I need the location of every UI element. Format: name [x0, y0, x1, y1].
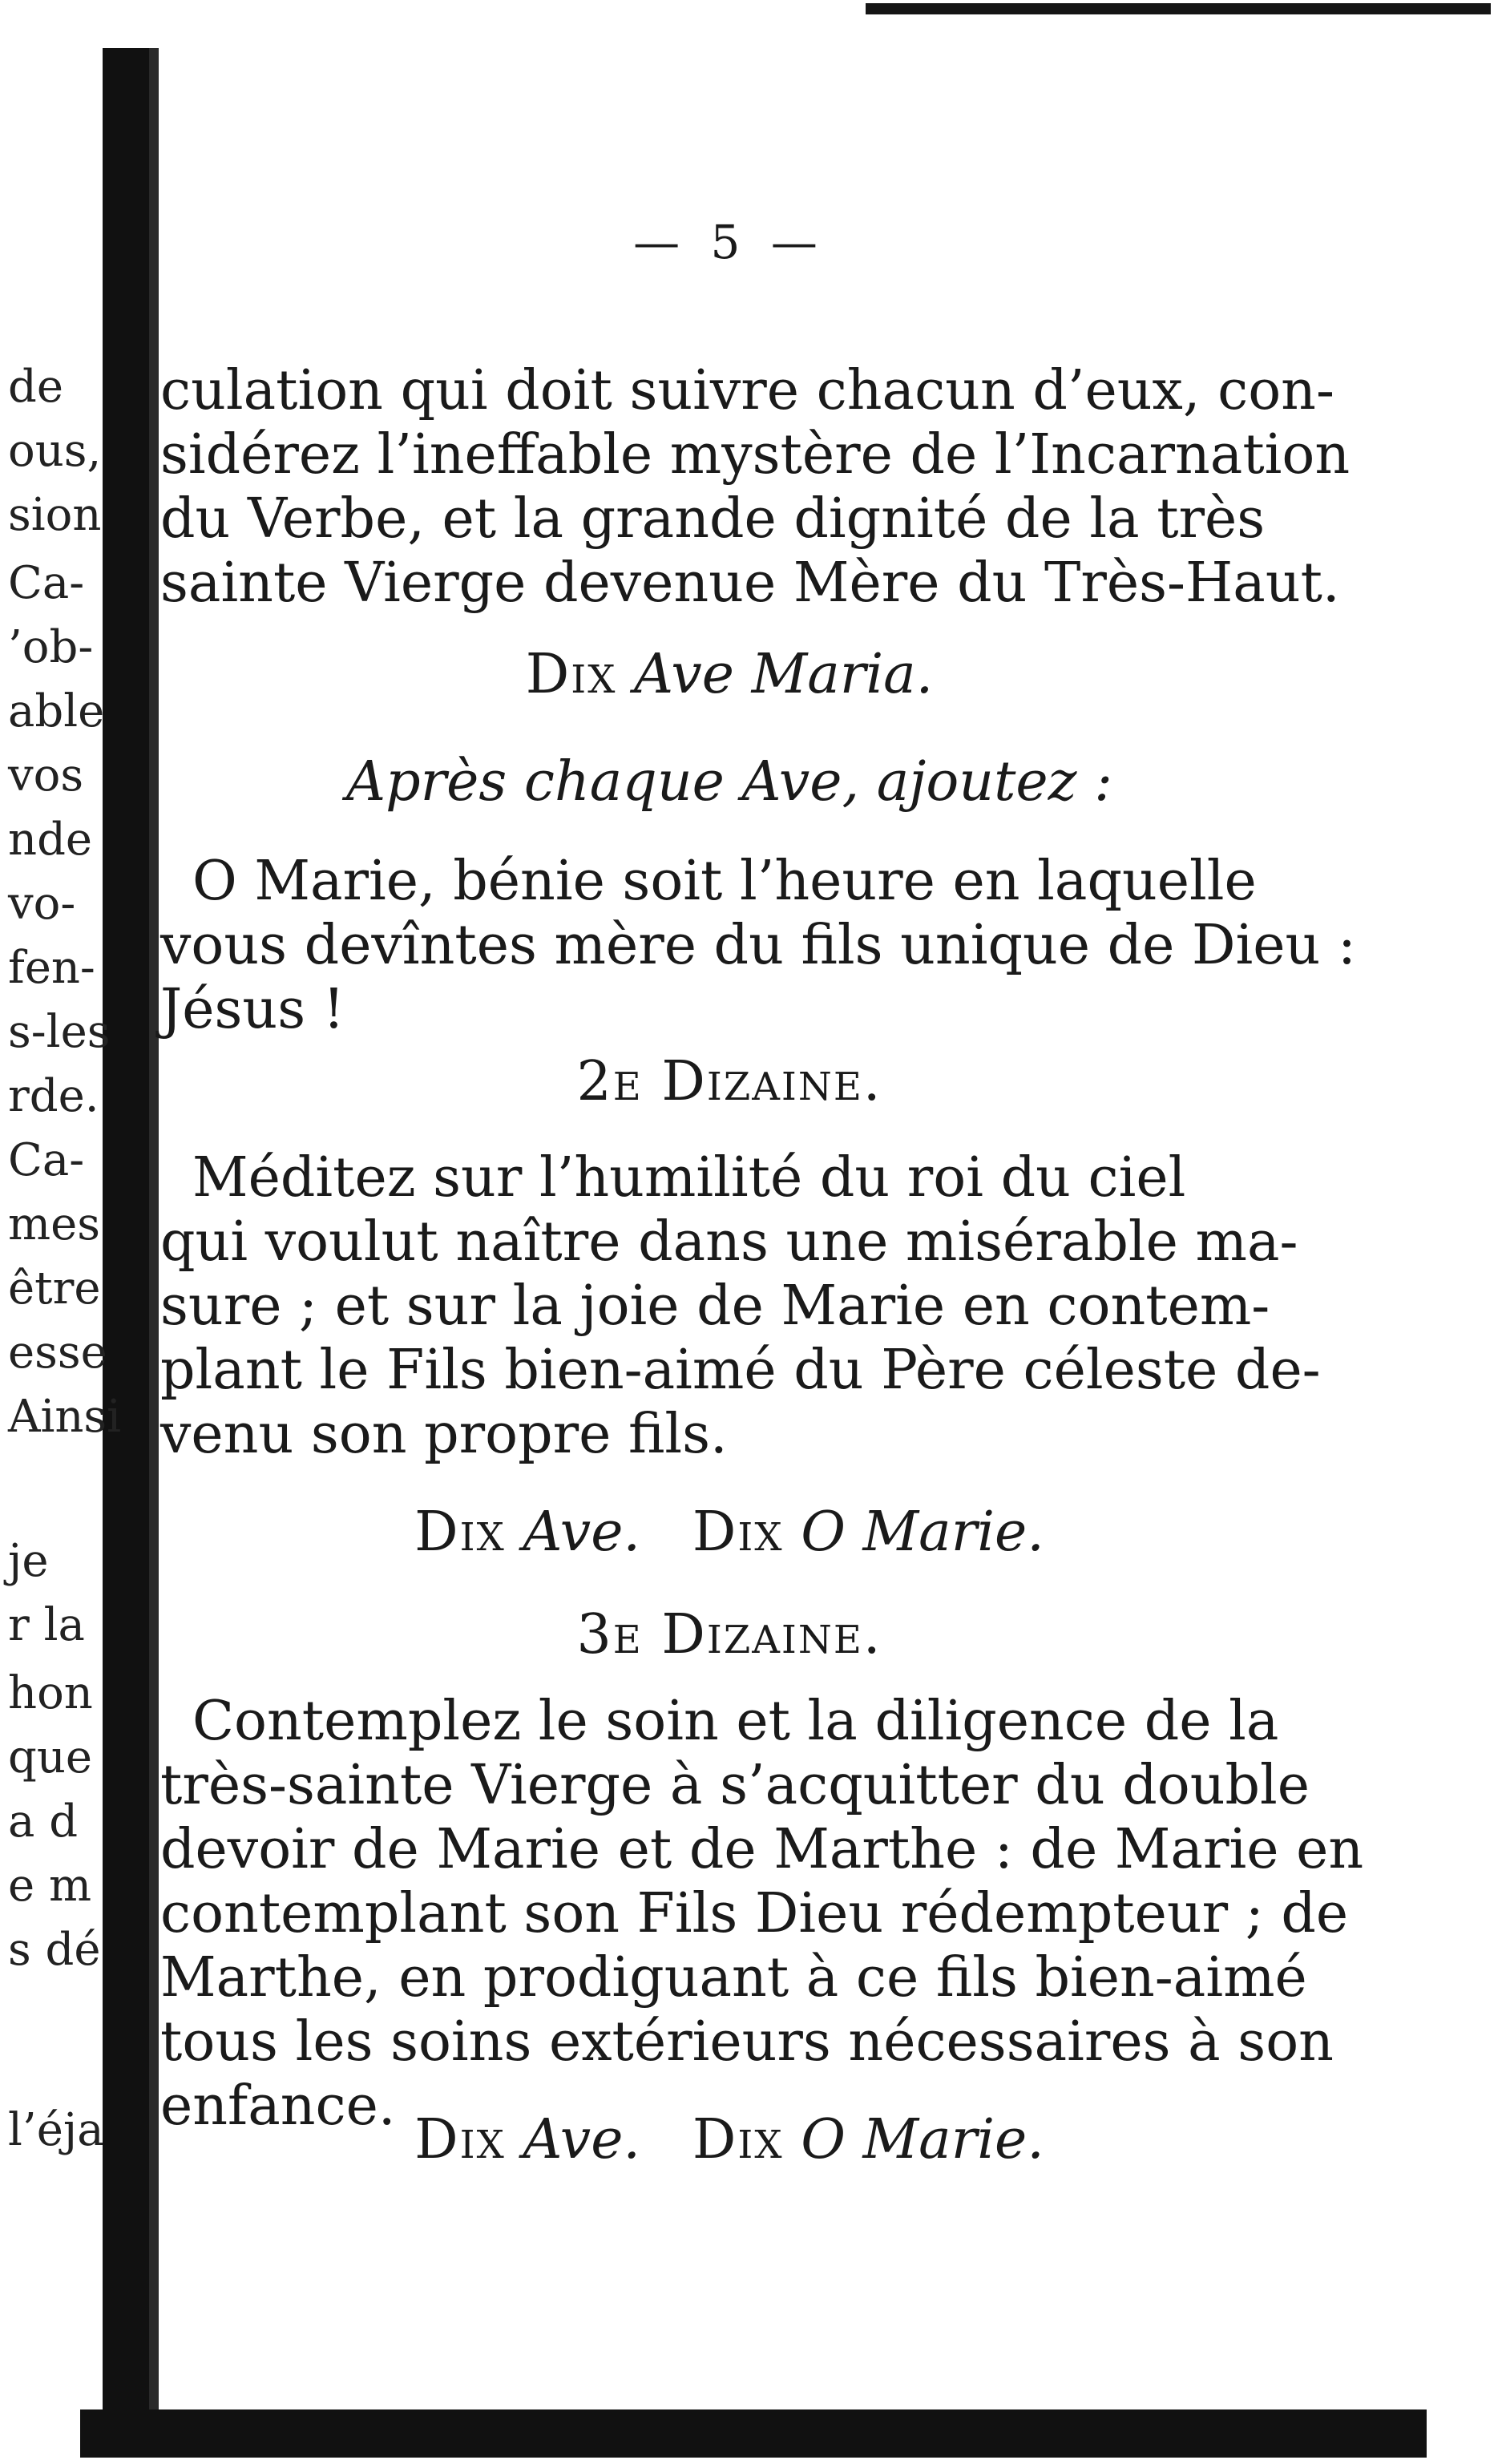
page-number: — 5 — — [633, 215, 826, 269]
fragment: rde. — [8, 1070, 99, 1122]
prayer-line-3 — [160, 2108, 1298, 2172]
fragment: je — [8, 1535, 49, 1587]
left-page-fragments — [0, 0, 152, 2464]
text-line: vous devîntes mère du fils unique de Dieu : — [160, 914, 1356, 977]
ave-maria: Ave Maria. — [634, 643, 934, 706]
text-line: venu son propre fils. — [160, 1403, 728, 1466]
dix-label: Dix — [414, 1501, 506, 1564]
fragment: nde — [8, 814, 93, 866]
text-line: qui voulut naître dans une misérable ma- — [160, 1210, 1298, 1274]
paragraph-contemplez — [160, 1690, 1364, 2139]
fragment: fen- — [8, 942, 95, 994]
fragment: être — [8, 1262, 101, 1315]
fragment: sion — [8, 489, 102, 541]
paragraph-humilite — [160, 1146, 1321, 1467]
fragment: esse — [8, 1327, 107, 1379]
dix-label: Dix — [692, 2108, 784, 2171]
text-line: sure ; et sur la joie de Marie en contem- — [160, 1274, 1270, 1338]
fragment: ’ob- — [8, 621, 94, 673]
fragment: vos — [8, 749, 84, 802]
prayer-line-1 — [160, 643, 1298, 707]
fragment: vo- — [8, 878, 76, 930]
fragment: s dé — [8, 1924, 101, 1976]
text-line: culation qui doit suivre chacun d’eux, con- — [160, 359, 1334, 422]
o-marie: O Marie. — [801, 1501, 1044, 1564]
paragraph-incarnation — [160, 359, 1351, 616]
prayer-line-2 — [160, 1501, 1298, 1565]
fragment: mes — [8, 1198, 100, 1250]
text-line: devoir de Marie et de Marthe : de Marie en — [160, 1818, 1364, 1881]
dix-label: Dix — [525, 643, 617, 706]
fragment: a d — [8, 1795, 79, 1848]
fragment: r la — [8, 1599, 85, 1651]
text-line: du Verbe, et la grande dignité de la très — [160, 487, 1266, 551]
text-line: Méditez sur l’humilité du roi du ciel — [192, 1146, 1186, 1210]
heading-2e-dizaine: 2e Dizaine. — [576, 1050, 882, 1113]
fragment: Ca- — [8, 1134, 85, 1186]
heading-3e-dizaine: 3e Dizaine. — [576, 1603, 882, 1666]
instruction: Après chaque Ave, ajoutez : — [345, 750, 1113, 814]
fragment: hon — [8, 1667, 93, 1719]
fragment: able — [8, 685, 105, 737]
fragment: que — [8, 1731, 93, 1783]
bottom-rule — [80, 2409, 1427, 2458]
fragment: ous, — [8, 425, 102, 477]
dix-label: Dix — [692, 1501, 784, 1564]
dix-label: Dix — [414, 2108, 506, 2171]
text-line: Jésus ! — [160, 978, 345, 1041]
text-line: contemplant son Fils Dieu rédempteur ; de — [160, 1882, 1349, 1945]
text-line: sidérez l’ineffable mystère de l’Incarnation — [160, 423, 1351, 487]
fragment: e m — [8, 1860, 92, 1912]
fragment: Ca- — [8, 557, 85, 609]
o-marie: O Marie. — [801, 2108, 1044, 2171]
fragment: l’éja — [8, 2104, 104, 2156]
paragraph-o-marie — [160, 850, 1356, 1042]
text-line: plant le Fils bien-aimé du Père céleste de- — [160, 1339, 1321, 1402]
fragment: de — [8, 361, 63, 413]
book-page — [160, 0, 1364, 2405]
ave: Ave. — [523, 2108, 641, 2171]
text-line: O Marie, bénie soit l’heure en laquelle — [192, 850, 1257, 913]
text-line: tous les soins extérieurs nécessaires à son — [160, 2010, 1334, 2074]
text-line: enfance. — [160, 2074, 396, 2138]
text-line: sainte Vierge devenue Mère du Très-Haut. — [160, 551, 1340, 615]
text-line: Marthe, en prodiguant à ce fils bien-aimé — [160, 1946, 1307, 2010]
fragment: s-les — [8, 1006, 111, 1058]
ave: Ave. — [523, 1501, 641, 1564]
text-line: Contemplez le soin et la diligence de la — [192, 1690, 1279, 1753]
text-line: très-sainte Vierge à s’acquitter du double — [160, 1754, 1310, 1817]
fragment: Ainsi — [8, 1391, 122, 1443]
